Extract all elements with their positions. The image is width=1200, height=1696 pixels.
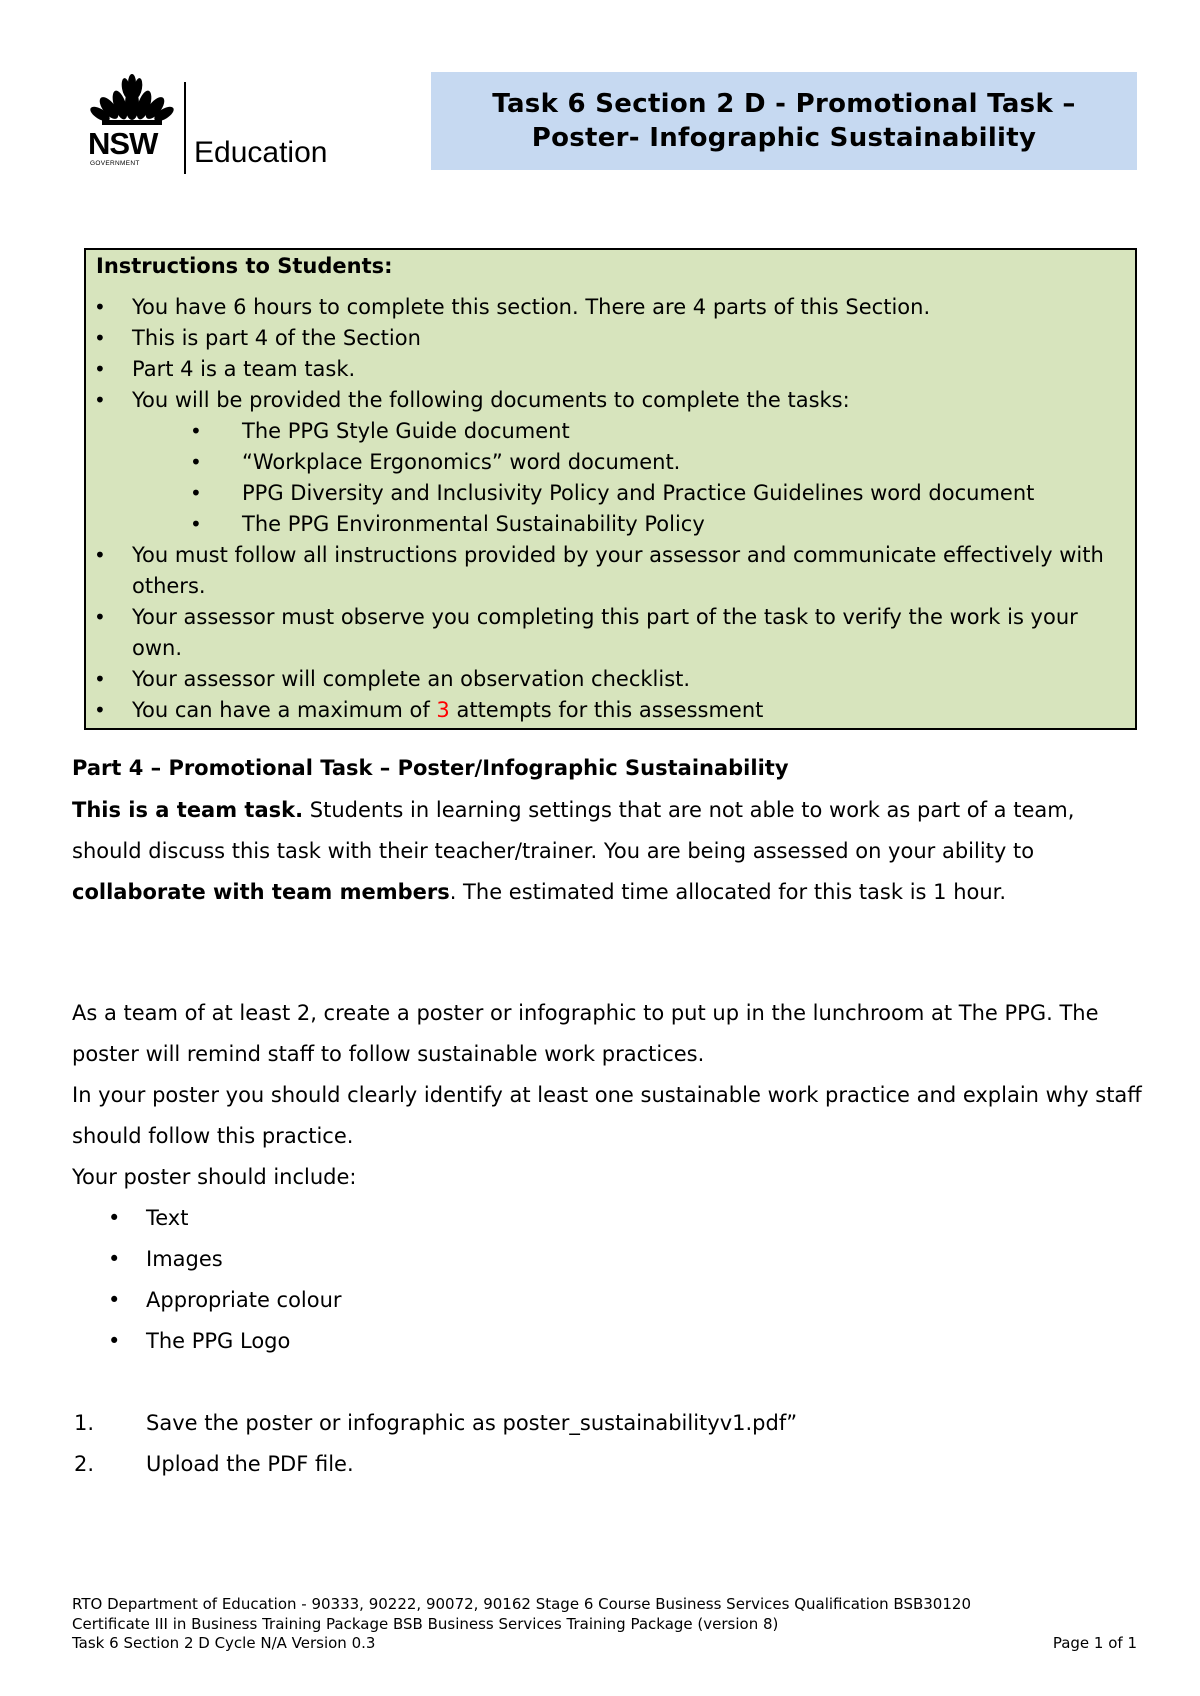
list-item: • You must follow all instructions provided by your assessor and communicate effectively with others. xyxy=(86,540,1135,602)
page-footer xyxy=(72,1595,1137,1654)
footer-line-3: Task 6 Section 2 D Cycle N/A Version 0.3 xyxy=(72,1634,376,1652)
title-line-2: Poster- Infographic Sustainability xyxy=(531,123,1037,153)
attempts-number: 3 xyxy=(436,698,450,722)
document-title-box xyxy=(431,72,1137,170)
logo-nsw-text: NSW xyxy=(88,126,158,161)
document-title xyxy=(492,87,1075,155)
list-item: • Text xyxy=(72,1198,342,1239)
step-text: Save the poster or infographic as poster_sustainabilityv1.pdf” xyxy=(146,1411,798,1435)
step-number: 1. xyxy=(74,1411,95,1435)
title-line-1: Task 6 Section 2 D - Promotional Task – xyxy=(492,89,1076,119)
poster-include-list xyxy=(72,1198,342,1362)
step-number: 2. xyxy=(74,1452,95,1476)
time-text: . The estimated time allocated for this task is 1 hour. xyxy=(449,880,1007,904)
team-task-text: Students in learning settings that are not able to work as part of a team, should discuss this task with their teacher/trainer. You are being assessed on your ability to xyxy=(72,798,1075,863)
collaborate-bold: collaborate with team members xyxy=(72,880,450,904)
instructions-heading: Instructions to Students: xyxy=(96,254,393,278)
step-text: Upload the PDF file. xyxy=(146,1452,354,1476)
poster-include-heading: Your poster should include: xyxy=(72,1165,357,1189)
list-item: • Images xyxy=(72,1239,342,1280)
instructions-list xyxy=(86,292,1135,726)
document-list-item: • “Workplace Ergonomics” word document. xyxy=(86,447,1135,478)
team-task-bold: This is a team task. xyxy=(72,798,304,822)
step-item xyxy=(72,1403,797,1444)
part-title: Part 4 – Promotional Task – Poster/Infographic Sustainability xyxy=(72,756,789,780)
attempts-item xyxy=(86,695,1135,726)
nsw-education-logo xyxy=(88,74,348,174)
logo-divider xyxy=(184,82,186,174)
list-item: • You have 6 hours to complete this section. There are 4 parts of this Section. xyxy=(86,292,1135,323)
attempts-prefix: You can have a maximum of xyxy=(132,698,437,722)
poster-practice-paragraph: In your poster you should clearly identify at least one sustainable work practice and explain why staff should follow this practice. xyxy=(72,1083,1142,1148)
logo-government-text: GOVERNMENT xyxy=(90,160,140,167)
list-item: • You will be provided the following documents to complete the tasks: xyxy=(86,385,1135,416)
document-list-item: • The PPG Environmental Sustainability Policy xyxy=(86,509,1135,540)
team-create-paragraph: As a team of at least 2, create a poster or infographic to put up in the lunchroom at The PPG. The poster will remind staff to follow sustainable work practices. xyxy=(72,1001,1099,1066)
document-list-item: • PPG Diversity and Inclusivity Policy and Practice Guidelines word document xyxy=(86,478,1135,509)
list-item: • Your assessor will complete an observation checklist. xyxy=(86,664,1135,695)
instructions-box xyxy=(84,248,1137,730)
list-item: • This is part 4 of the Section xyxy=(86,323,1135,354)
list-item: • Appropriate colour xyxy=(72,1280,342,1321)
footer-line-1: RTO Department of Education - 90333, 90222, 90072, 90162 Stage 6 Course Business Services Qualification BSB30120 xyxy=(72,1595,971,1613)
attempts-suffix: attempts for this assessment xyxy=(449,698,764,722)
list-item: • Part 4 is a team task. xyxy=(86,354,1135,385)
document-list-item: • The PPG Style Guide document xyxy=(86,416,1135,447)
waratah-icon xyxy=(88,74,176,126)
page-number: Page 1 of 1 xyxy=(1052,1634,1137,1652)
logo-education-text: Education xyxy=(194,136,328,169)
steps-list xyxy=(72,1403,797,1485)
step-item xyxy=(72,1444,797,1485)
team-task-paragraph xyxy=(72,790,1142,913)
list-item: • Your assessor must observe you completing this part of the task to verify the work is your own. xyxy=(86,602,1135,664)
footer-line-2: Certificate III in Business Training Package BSB Business Services Training Package (version 8) xyxy=(72,1614,779,1633)
list-item: • The PPG Logo xyxy=(72,1321,342,1362)
